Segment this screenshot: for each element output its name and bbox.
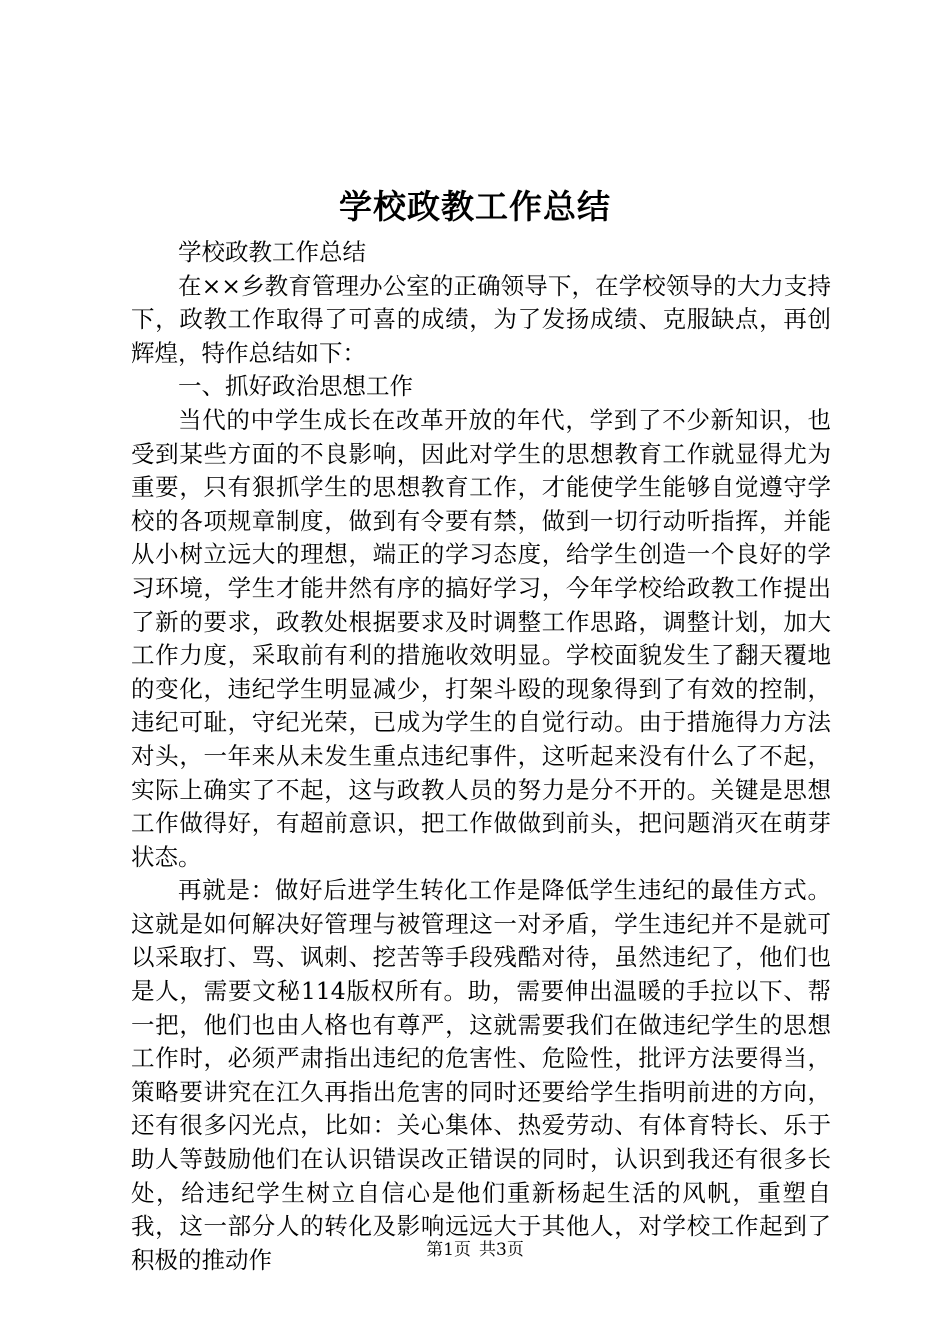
body-paragraph: 再就是：做好后进学生转化工作是降低学生违纪的最佳方式。这就是如何解决好管理与被管理这一对矛盾，学生违纪并不是就可以采取打、骂、讽刺、挖苦等手段残酷对待，虽然违纪了，他们也是人，需要文秘114版权所有。助，需要伸出温暖的手拉以下、帮一把，他们也由人格也有尊严，这就需要我们在做违纪学生的思想工作时，必须严肃指出违纪的危害性、危险性，批评方法要得当，策略要讲究在江久再指出危害的同时还要给学生指明前进的方向，还有很多闪光点，比如：关心集体、热爱劳动、有体育特长、乐于助人等鼓励他们在认识错误改正错误的同时，认识到我还有很多长处，给违纪学生树立自信心是他们重新杨起生活的风帆，重塑自我，这一部分人的转化及影响远远大于其他人，对学校工作起到了积极的推动作	[131, 876, 831, 1274]
page-number-total: 共3页	[479, 1240, 524, 1260]
body-paragraph: 当代的中学生成长在改革开放的年代，学到了不少新知识，也受到某些方面的不良影响，因此对学生的思想教育工作就显得尤为重要，只有狠抓学生的思想教育工作，才能使学生能够自觉遵守学校的各项规章制度，做到有令要有禁，做到一切行动听指挥，并能从小树立远大的理想，端正的学习态度，给学生创造一个良好的学习环境，学生才能井然有序的搞好学习，今年学校给政教工作提出了新的要求，政教处根据要求及时调整工作思路，调整计划，加大工作力度，采取前有利的措施收效明显。学校面貌发生了翻天覆地的变化，违纪学生明显减少，打架斗殴的现象得到了有效的控制，违纪可耻，守纪光荣，已成为学生的自觉行动。由于措施得力方法对头，一年来从未发生重点违纪事件，这听起来没有什么了不起，实际上确实了不起，这与政教人员的努力是分不开的。关键是思想工作做得好，有超前意识，把工作做做到前头，把问题消灭在萌芽状态。	[131, 405, 831, 871]
document-body	[131, 236, 831, 1277]
page-number-current: 第1页	[426, 1240, 471, 1260]
document-title: 学校政教工作总结	[339, 187, 611, 226]
section-heading-1: 一、抓好政治思想工作	[178, 372, 413, 401]
body-subtitle: 学校政教工作总结	[178, 238, 366, 266]
page-footer	[0, 1238, 950, 1262]
body-paragraph-intro: 在××乡教育管理办公室的正确领导下，在学校领导的大力支持下，政教工作取得了可喜的成绩，为了发扬成绩、克服缺点，再创辉煌，特作总结如下：	[131, 271, 831, 367]
